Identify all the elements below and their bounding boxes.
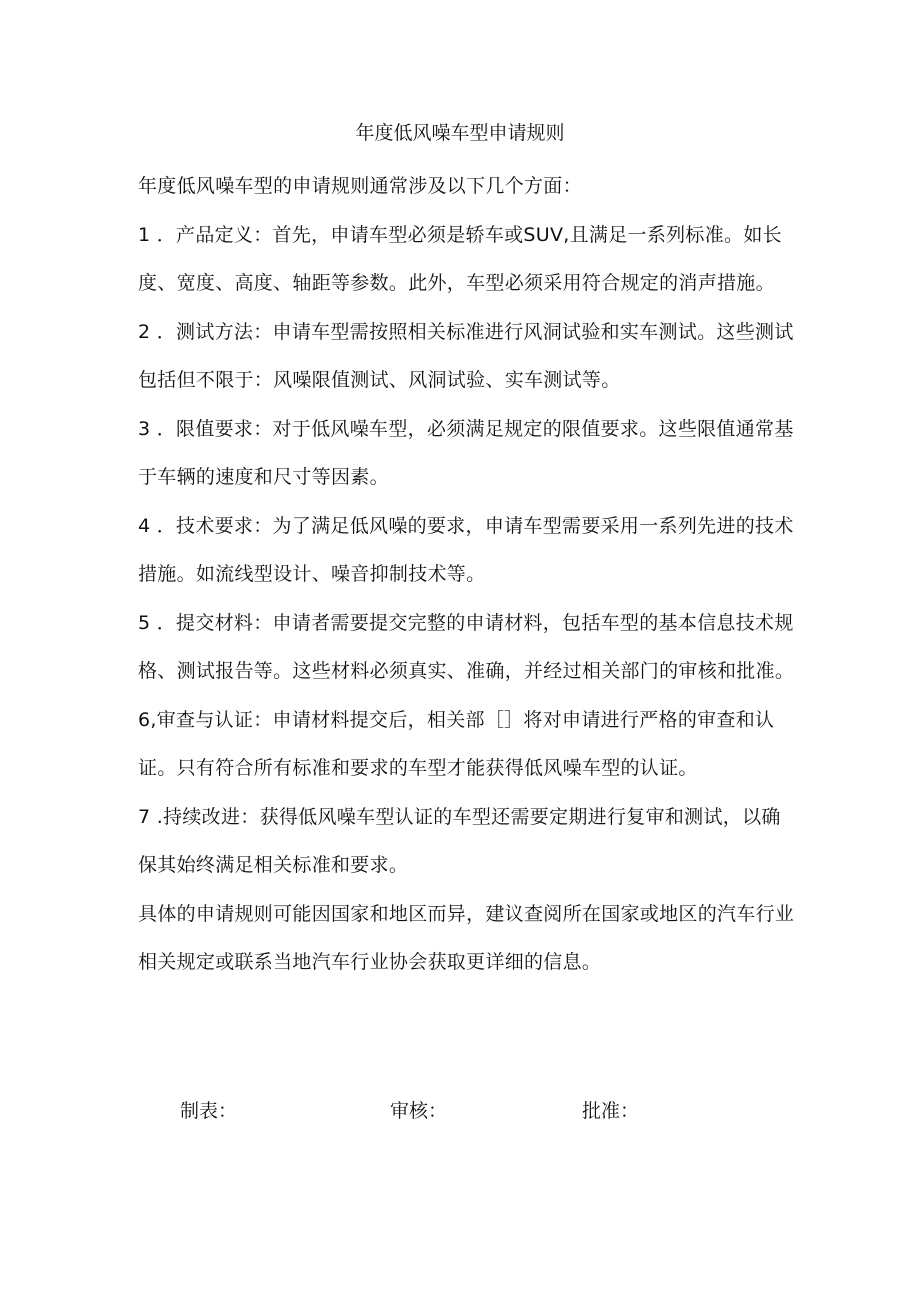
document-title: 年度低风噪车型申请规则: [355, 122, 565, 144]
rule-text: ．限值要求：对于低风噪车型，必须满足规定的限值要求。这些限值通常基于车辆的速度和尺寸等因素。: [138, 417, 794, 488]
rule-item-7: [138, 793, 798, 890]
rule-text: 审查与认证：申请材料提交后，相关部［］将对申请进行严格的审查和认证。只有符合所有标准和要求的车型才能获得低风噪车型的认证。: [138, 708, 775, 779]
rule-number: 7: [138, 805, 151, 828]
rule-text: ．测试方法：申请车型需按照相关标准进行风洞试验和实车测试。这些测试包括但不限于：风噪限值测试、风洞试验、实车测试等。: [138, 320, 794, 391]
intro-paragraph: 年度低风噪车型的申请规则通常涉及以下几个方面：: [138, 175, 582, 197]
closing-paragraph: 具体的申请规则可能因国家和地区而异，建议查阅所在国家或地区的汽车行业相关规定或联系当地汽车行业协会获取更详细的信息。: [138, 902, 795, 973]
rule-number: 5: [138, 611, 151, 634]
rule-number: 6,: [138, 708, 157, 731]
rule-number: 2: [138, 320, 151, 343]
rule-text: ．技术要求：为了满足低风噪的要求，申请车型需要采用一系列先进的技术措施。如流线型设计、噪音抑制技术等。: [138, 514, 794, 585]
rule-text: ．提交材料：申请者需要提交完整的申请材料，包括车型的基本信息技术规格、测试报告等。这些材料必须真实、准确，并经过相关部门的审核和批准。: [138, 611, 795, 682]
rule-item-2: [138, 308, 798, 405]
rule-item-5: [138, 599, 798, 696]
rule-number: 1: [138, 223, 151, 246]
approved-by-label: 批准：: [582, 1100, 640, 1122]
rule-item-1: [138, 211, 798, 308]
prepared-by-label: 制表：: [180, 1100, 238, 1122]
rule-number: 3: [138, 417, 151, 440]
rule-text: ．产品定义：首先，申请车型必须是轿车或SUV,且满足一系列标准。如长度、宽度、高度、轴距等参数。此外，车型必须采用符合规定的消声措施。: [138, 223, 782, 294]
rule-item-4: [138, 502, 798, 599]
document-body: [138, 162, 798, 987]
rule-number: 4: [138, 514, 151, 537]
signature-row: [0, 1090, 920, 1130]
rule-item-3: [138, 405, 798, 502]
reviewed-by-label: 审核：: [390, 1100, 448, 1122]
rule-text: .持续改进：获得低风噪车型认证的车型还需要定期进行复审和测试，以确保其始终满足相关标准和要求。: [138, 805, 781, 876]
rule-item-6: [138, 696, 798, 793]
